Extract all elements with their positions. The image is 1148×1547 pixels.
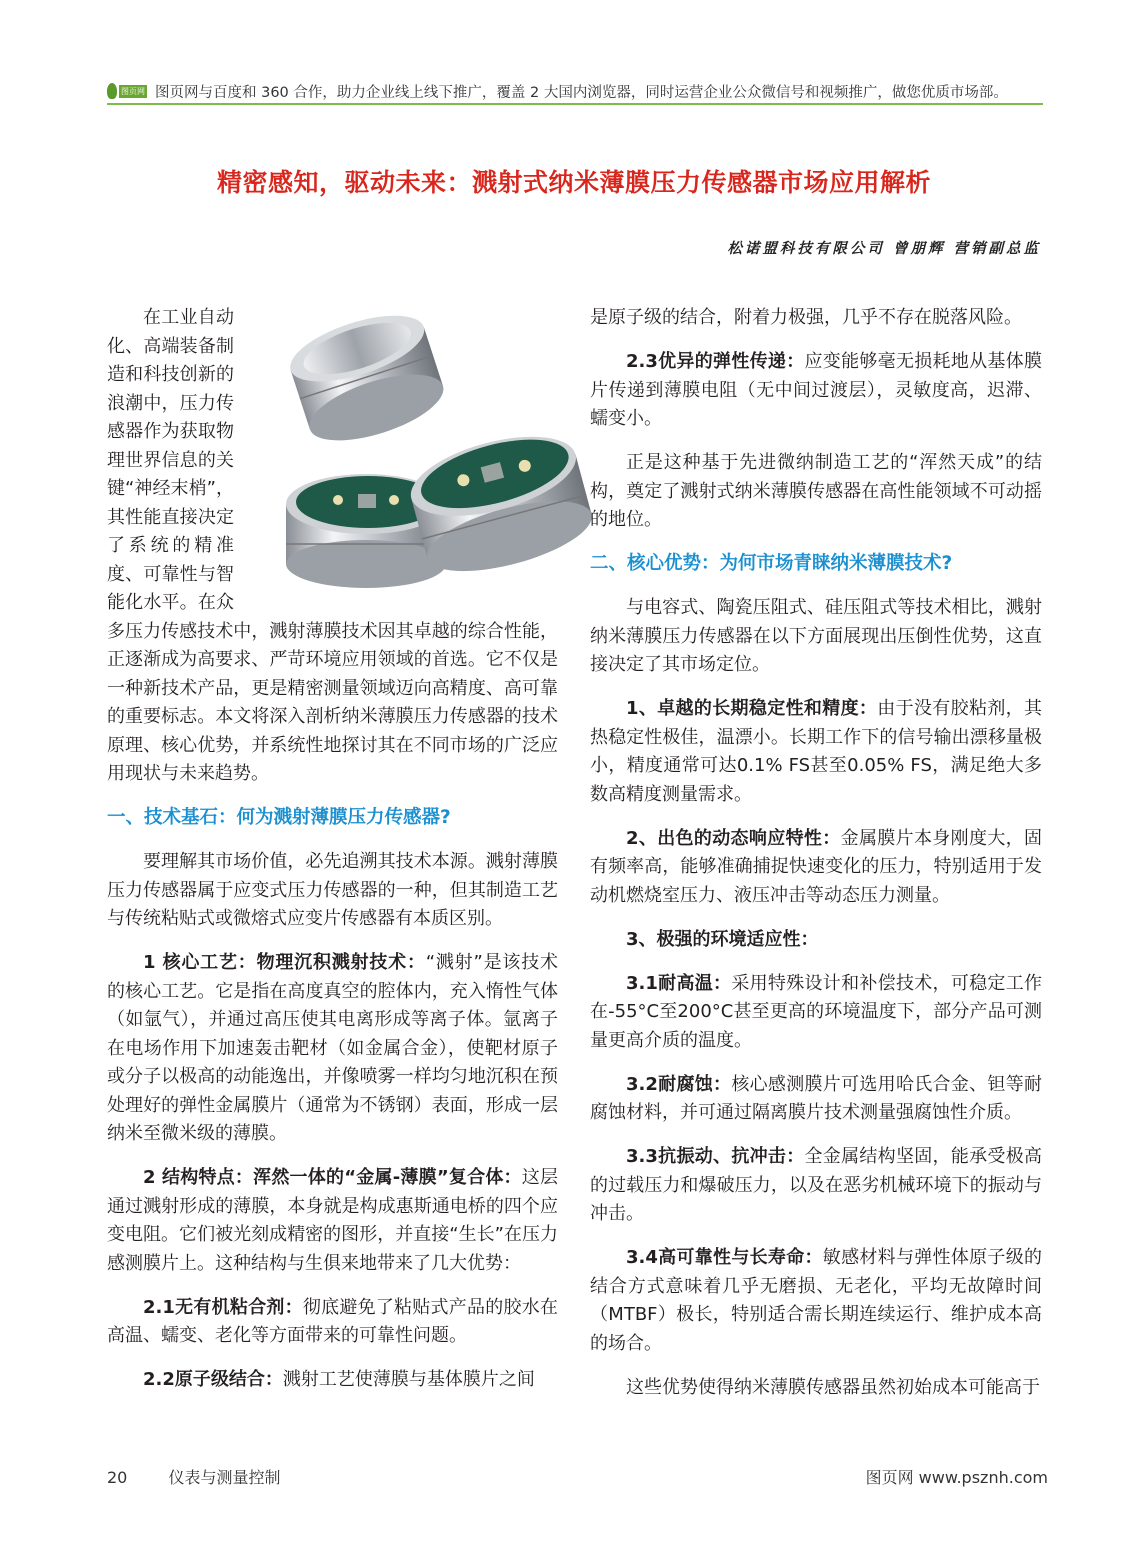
- body-paragraph: [590, 1374, 1042, 1403]
- left-column: [107, 304, 558, 1410]
- body-paragraph: [107, 949, 558, 1149]
- paragraph-text: 这些优势使得纳米薄膜传感器虽然初始成本可能高于: [626, 1376, 1040, 1398]
- body-paragraph: [590, 926, 1042, 955]
- paragraph-lead: 3.4高可靠性与长寿命：: [626, 1247, 823, 1268]
- page-number: 20: [107, 1468, 128, 1487]
- paragraph-lead: 1 核心工艺：物理沉积溅射技术：: [143, 952, 426, 973]
- body-paragraph: [590, 695, 1042, 809]
- site-logo: 图页网: [107, 82, 149, 100]
- body-paragraph: [590, 348, 1042, 434]
- paragraph-text: 与电容式、陶瓷压阻式、硅压阻式等技术相比，溅射纳米薄膜压力传感器在以下方面展现出压倒性优势，这直接决定了其市场定位。: [590, 597, 1042, 675]
- body-paragraph: [590, 970, 1042, 1056]
- body-paragraph: [107, 1366, 558, 1395]
- paragraph-text: 核心感测膜片可选用哈氏合金、钽等耐腐蚀材料，并可通过隔离膜片技术测量强腐蚀性介质。: [590, 1073, 1042, 1123]
- paragraph-text: 敏感材料与弹性体原子级的结合方式意味着几乎无磨损、无老化，平均无故障时间（MTBF）极长，特别适合需长期连续运行、维护成本高的场合。: [590, 1247, 1042, 1354]
- paragraph-text: 金属膜片本身刚度大，固有频率高，能够准确捕捉快速变化的压力，特别适用于发动机燃烧室压力、液压冲击等动态压力测量。: [590, 827, 1043, 906]
- banner-text: 图页网与百度和 360 合作，助力企业线上线下推广，覆盖 2 大国内浏览器，同时运营企业公众微信号和视频推广，做您优质市场部。: [155, 84, 1008, 101]
- paragraph-text: 采用特殊设计和补偿技术，可稳定工作在-55°C至200°C甚至更高的环境温度下，部分产品可测量更高介质的温度。: [590, 972, 1042, 1051]
- paragraph-lead: 2.3优异的弹性传递：: [626, 351, 805, 372]
- body-paragraph: [107, 848, 558, 934]
- journal-name: 仪表与测量控制: [168, 1468, 281, 1487]
- paragraph-text: 彻底避免了粘贴式产品的胶水在高温、蠕变、老化等方面带来的可靠性问题。: [107, 1296, 559, 1346]
- article-title: 精密感知，驱动未来：溅射式纳米薄膜压力传感器市场应用解析: [216, 168, 931, 197]
- paragraph-text: 这层通过溅射形成的薄膜，本身就是构成惠斯通电桥的四个应变电阻。它们被光刻成精密的图形，并直接“生长”在压力感测膜片上。这种结构与生俱来地带来了几大优势：: [107, 1167, 559, 1274]
- body-paragraph: [590, 1244, 1042, 1358]
- paragraph-text: 正是这种基于先进微纳制造工艺的“浑然天成”的结构，奠定了溅射式纳米薄膜传感器在高性能领域不可动摇的地位。: [590, 452, 1042, 530]
- body-paragraph: [590, 304, 1042, 333]
- paragraph-lead: 3.2耐腐蚀：: [626, 1073, 732, 1095]
- body-paragraph: [590, 1143, 1042, 1229]
- paragraph-lead: 2、出色的动态响应特性：: [626, 827, 841, 849]
- paragraph-text: 全金属结构坚固，能承受极高的过载压力和爆破压力，以及在恶劣机械环境下的振动与冲击。: [590, 1146, 1043, 1224]
- paragraph-lead: 3.1耐高温：: [626, 972, 732, 994]
- section-heading: 一、技术基石：何为溅射薄膜压力传感器?: [107, 807, 451, 828]
- paragraph-text: 是原子级的结合，附着力极强，几乎不存在脱落风险。: [590, 307, 1022, 328]
- section-heading: 二、核心优势：为何市场青睐纳米薄膜技术?: [590, 553, 953, 574]
- footer-left: [107, 1465, 280, 1488]
- body-paragraph: [107, 304, 558, 789]
- header-banner: [107, 80, 1043, 102]
- header-divider: [107, 103, 1043, 105]
- paragraph-lead: 3、极强的环境适应性：: [626, 928, 819, 950]
- paragraph-lead: 2.2原子级结合：: [143, 1369, 283, 1390]
- body-paragraph: [107, 1164, 558, 1278]
- paragraph-lead: 3.3抗振动、抗冲击：: [626, 1146, 805, 1167]
- body-paragraph: [590, 594, 1042, 680]
- right-column: [590, 304, 1042, 1418]
- paragraph-text: 溅射工艺使薄膜与基体膜片之间: [282, 1369, 535, 1390]
- paragraph-lead: 1、卓越的长期稳定性和精度：: [626, 698, 878, 719]
- paragraph-text: 在工业自动化、高端装备制造和科技创新的浪潮中，压力传感器作为获取物理世界信息的关键“神经末梢”，其性能直接决定了系统的精准度、可靠性与智能化水平。在众多压力传感技术中，溅射薄膜技术因其卓越的综合性能，正逐渐成为高要求、严苛环境应用领域的首选。它不仅是一种新技术产品，更是精密测量领域迈向高精度、高可靠的重要标志。本文将深入剖析纳米薄膜压力传感器的技术原理、核心优势，并系统性地探讨其在不同市场的广泛应用现状与未来趋势。: [107, 307, 558, 784]
- paragraph-lead: 2 结构特点：浑然一体的“金属-薄膜”复合体：: [143, 1167, 522, 1188]
- article-author: 松诺盟科技有限公司 曾朋辉 营销副总监: [727, 240, 1041, 257]
- paragraph-text: 由于没有胶粘剂，其热稳定性极佳，温漂小。长期工作下的信号输出漂移量极小，精度通常可达0.1% FS甚至0.05% FS，满足绝大多数高精度测量需求。: [590, 698, 1042, 805]
- body-paragraph: [107, 1294, 558, 1351]
- paragraph-text: 要理解其市场价值，必先追溯其技术本源。溅射薄膜压力传感器属于应变式压力传感器的一种，但其制造工艺与传统粘贴式或微熔式应变片传感器有本质区别。: [107, 851, 558, 929]
- paragraph-text: “溅射”是该技术的核心工艺。它是指在高度真空的腔体内，充入惰性气体（如氩气），并通过高压使其电离形成等离子体。氩离子在电场作用下加速轰击靶材（如金属合金），使靶材原子或分子以极高的动能逸出，并像喷雾一样均匀地沉积在预处理好的弹性金属膜片（通常为不锈钢）表面，形成一层纳米至微米级的薄膜。: [107, 952, 558, 1144]
- body-paragraph: [590, 449, 1042, 535]
- paragraph-lead: 2.1无有机粘合剂：: [143, 1296, 303, 1318]
- body-paragraph: [590, 1071, 1042, 1128]
- paragraph-text: 应变能够毫无损耗地从基体膜片传递到薄膜电阻（无中间过渡层），灵敏度高，迟滞、蠕变小。: [590, 351, 1043, 429]
- body-paragraph: [590, 825, 1042, 911]
- sensor-product-image: [240, 304, 558, 616]
- footer-site: 图页网 www.psznh.com: [865, 1468, 1048, 1487]
